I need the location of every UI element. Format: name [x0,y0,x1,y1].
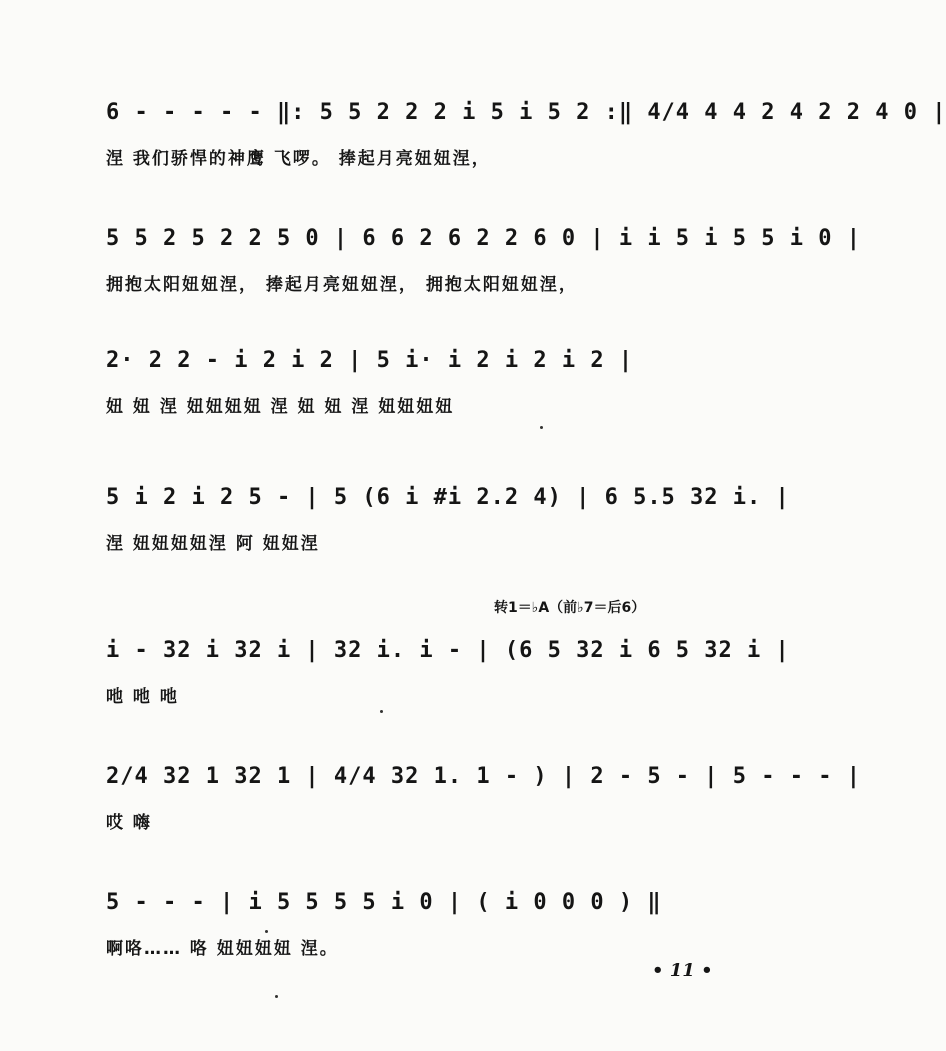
score-system-4 [0,485,810,615]
print-speck [380,710,383,713]
print-speck [265,930,268,933]
score-system-2 [0,226,861,356]
lyrics-line: 涅 妞妞妞妞涅 阿 妞妞涅 [106,534,320,554]
score-system-6 [0,764,861,894]
notation-line: i - 32 i 32 i | 32 i. i - | (6 5 32 i 6 5 32 i | [106,638,790,663]
lyrics-line: 涅 我们骄悍的神鹰 飞啰。 捧起月亮妞妞涅， [106,149,491,169]
notation-line: 2/4 32 1 32 1 | 4/4 32 1. 1 - ) | 2 - 5 - | 5 - - - | [106,764,861,789]
notation-line: 6 - - - - - ‖: 5 5 2 2 2 i 5 i 5 2 :‖ 4/4 4 4 2 4 2 2 4 0 | [106,100,946,125]
print-speck [275,995,278,998]
score-system-1 [0,100,946,230]
key-change-annotation: 转1＝♭A（前♭7＝后6） [494,600,646,616]
score-system-5 [0,638,810,768]
lyrics-line: 妞 妞 涅 妞妞妞妞 涅 妞 妞 涅 妞妞妞妞 [106,397,455,417]
print-speck [540,426,543,429]
notation-line: 5 i 2 i 2 5 - | 5 (6 i #i 2.2 4) | 6 5.5 32 i. | [106,485,790,510]
notation-line: 5 - - - | i 5 5 5 5 i 0 | ( i 0 0 0 ) ‖ [106,890,662,915]
notation-line: 5 5 2 5 2 2 5 0 | 6 6 2 6 2 2 6 0 | i i 5 i 5 5 i 0 | [106,226,861,251]
notation-line: 2· 2 2 - i 2 i 2 | 5 i· i 2 i 2 i 2 | [106,348,634,373]
lyrics-line: 啊咯…… 咯 妞妞妞妞 涅。 [106,939,339,959]
lyrics-line: 吔 吔 吔 [106,687,179,707]
lyrics-line: 拥抱太阳妞妞涅， 捧起月亮妞妞涅， 拥抱太阳妞妞涅， [106,275,578,295]
score-system-3 [0,348,810,478]
page-number: • 11 • [652,960,713,981]
score-system-7 [0,890,810,1020]
lyrics-line: 哎 嗨 [106,813,152,833]
